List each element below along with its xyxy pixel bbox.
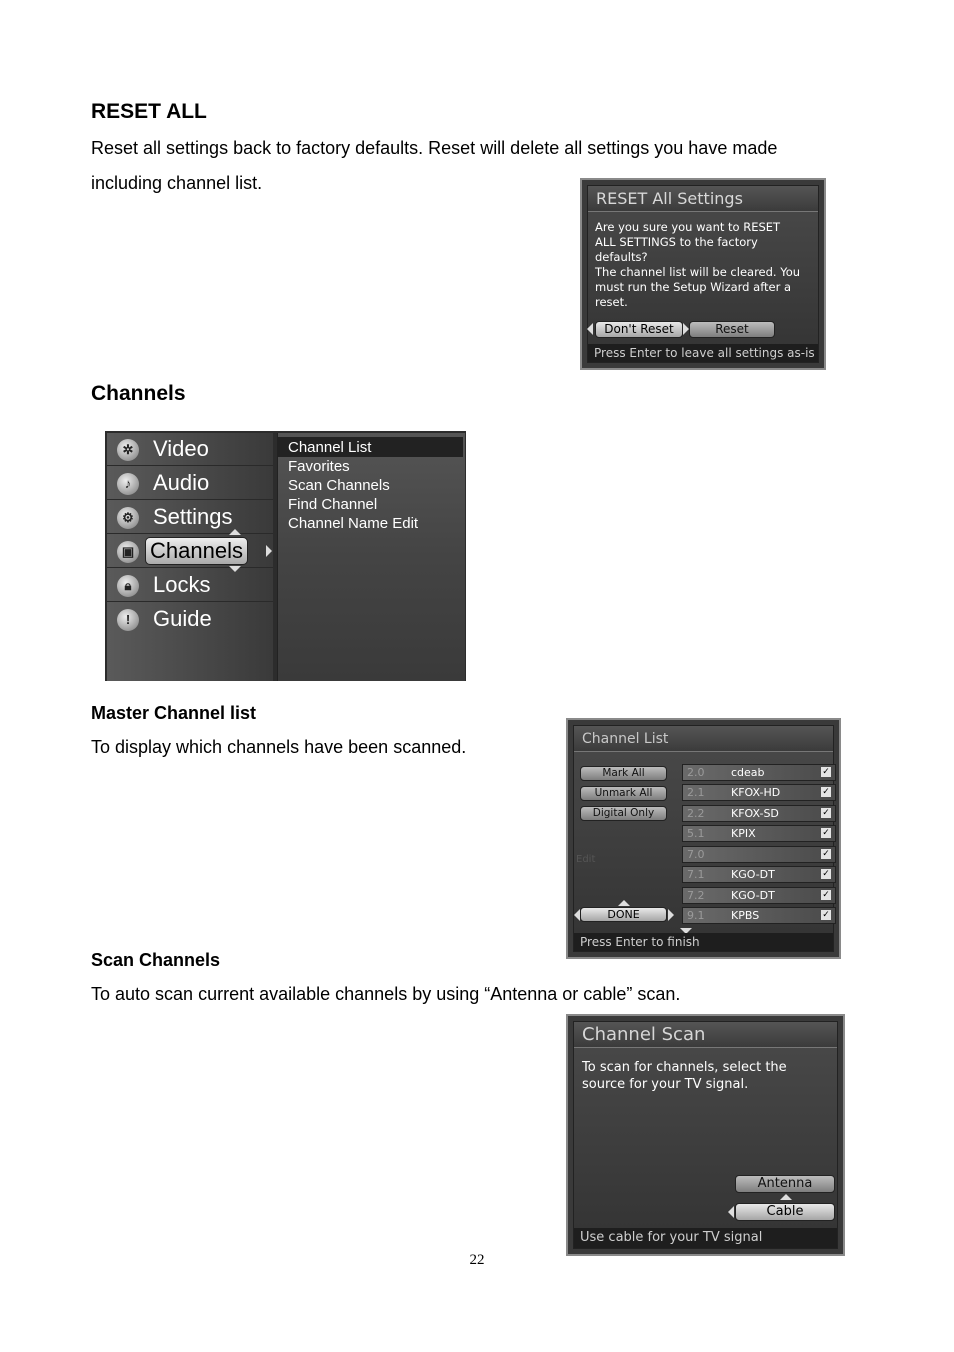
menu-item-settings[interactable]	[107, 501, 273, 534]
channel-number: 7.0	[687, 848, 705, 861]
up-arrow-icon	[229, 529, 241, 535]
checkbox-icon[interactable]: ✓	[822, 890, 830, 900]
done-button[interactable]: DONE	[580, 907, 667, 922]
channel-number: 7.2	[687, 889, 705, 902]
channel-number: 2.0	[687, 766, 705, 779]
channel-scan-title: Channel Scan	[574, 1022, 837, 1048]
scan-channels-body: To auto scan current available channels by using “Antenna or cable” scan.	[91, 984, 681, 1004]
reset-body-line2: including channel list.	[91, 173, 263, 193]
menu-item-video[interactable]	[107, 433, 273, 466]
channel-row[interactable]	[682, 846, 836, 863]
channel-name: KGO-DT	[731, 868, 775, 881]
channel-scan-dialog	[566, 1014, 845, 1256]
menu-item-label: Guide	[153, 606, 212, 631]
menu-item-audio[interactable]	[107, 467, 273, 500]
message-line: Are you sure you want to RESET	[595, 220, 781, 234]
message-line: reset.	[595, 295, 628, 309]
submenu-item-find-channel[interactable]: Find Channel	[288, 496, 378, 513]
channel-list-footer: Press Enter to finish	[574, 933, 833, 951]
menu-item-label: Settings	[153, 504, 233, 529]
submenu-item-channel-list[interactable]: Channel List	[288, 439, 372, 456]
scan-channels-heading: Scan Channels	[91, 950, 221, 970]
channel-row[interactable]	[682, 825, 836, 842]
settings-icon: ⚙	[117, 507, 139, 529]
channel-row[interactable]	[682, 805, 836, 822]
channel-number: 2.2	[687, 807, 705, 820]
message-line: defaults?	[595, 250, 648, 264]
dont-reset-button[interactable]: Don't Reset	[595, 321, 683, 338]
checkbox-icon[interactable]: ✓	[822, 787, 830, 797]
channel-list-dialog	[566, 718, 841, 959]
reset-settings-dialog	[580, 178, 826, 370]
channel-list-title: Channel List	[574, 726, 833, 752]
reset-button[interactable]: Reset	[689, 321, 775, 338]
info-icon: !	[117, 609, 139, 631]
checkbox-icon[interactable]: ✓	[822, 869, 830, 879]
up-arrow-icon	[618, 900, 630, 906]
channel-row[interactable]	[682, 764, 836, 781]
message-line: ALL SETTINGS to the factory	[595, 235, 758, 249]
checkbox-icon[interactable]: ✓	[822, 828, 830, 838]
channel-name: KPBS	[731, 909, 760, 922]
master-channel-list-body: To display which channels have been scanned.	[91, 737, 467, 757]
master-channel-list-heading: Master Channel list	[91, 703, 257, 723]
left-arrow-icon	[728, 1206, 734, 1218]
channel-name: KGO-DT	[731, 889, 775, 902]
channel-row[interactable]	[682, 784, 836, 801]
message-line: must run the Setup Wizard after a	[595, 280, 792, 294]
checkbox-icon[interactable]: ✓	[822, 767, 830, 777]
checkbox-icon[interactable]: ✓	[822, 808, 830, 818]
channel-name: cdeab	[731, 766, 765, 779]
tv-icon: ▣	[117, 541, 139, 563]
channel-number: 5.1	[687, 827, 705, 840]
channels-heading: Channels	[91, 382, 186, 405]
channel-row[interactable]	[682, 887, 836, 904]
up-arrow-icon	[780, 1194, 792, 1200]
antenna-button[interactable]: Antenna	[735, 1175, 835, 1193]
channels-submenu	[277, 433, 465, 681]
menu-item-label: Locks	[153, 572, 211, 597]
channel-number: 7.1	[687, 868, 705, 881]
menu-item-channels[interactable]	[107, 535, 273, 568]
right-arrow-icon	[668, 909, 674, 921]
cable-button[interactable]: Cable	[735, 1203, 835, 1221]
mark-all-button[interactable]: Mark All	[580, 766, 667, 781]
edit-ghost-label: Edit	[576, 854, 596, 865]
channel-name: KFOX-SD	[731, 807, 779, 820]
reset-all-heading: RESET ALL	[91, 100, 207, 123]
submenu-item-favorites[interactable]: Favorites	[288, 458, 350, 475]
lock-icon: 🔒︎	[117, 575, 139, 597]
channel-scan-message	[582, 1059, 787, 1093]
reset-dialog-footer: Press Enter to leave all settings as-is	[588, 344, 818, 362]
unmark-all-button[interactable]: Unmark All	[580, 786, 667, 801]
main-menu	[105, 431, 466, 681]
right-arrow-icon	[266, 545, 272, 557]
submenu-item-channel-name-edit[interactable]: Channel Name Edit	[288, 515, 419, 532]
page-number: 22	[469, 1252, 485, 1268]
submenu-item-scan-channels[interactable]: Scan Channels	[288, 477, 390, 494]
menu-item-guide[interactable]	[107, 603, 273, 636]
checkbox-icon[interactable]: ✓	[822, 849, 830, 859]
checkbox-icon[interactable]: ✓	[822, 910, 830, 920]
channel-row[interactable]	[682, 866, 836, 883]
menu-item-label: Video	[153, 436, 209, 461]
menu-item-label: Audio	[153, 470, 210, 495]
menu-item-locks[interactable]	[107, 569, 273, 602]
reset-body-line1: Reset all settings back to factory defaults. Reset will delete all settings you have made	[91, 138, 778, 158]
digital-only-button[interactable]: Digital Only	[580, 806, 667, 821]
left-arrow-icon	[587, 323, 593, 335]
channel-name: KFOX-HD	[731, 786, 781, 799]
channel-scan-footer: Use cable for your TV signal	[574, 1228, 837, 1248]
menu-categories	[107, 433, 273, 681]
reset-dialog-title: RESET All Settings	[588, 186, 818, 212]
channel-row[interactable]	[682, 907, 836, 924]
message-line: source for your TV signal.	[582, 1077, 749, 1092]
gear-icon: ✲	[117, 439, 139, 461]
reset-dialog-message	[595, 220, 800, 310]
menu-item-label: Channels	[145, 537, 248, 565]
speaker-icon: ♪	[117, 473, 139, 495]
channel-number: 9.1	[687, 909, 705, 922]
message-line: To scan for channels, select the	[582, 1060, 787, 1075]
message-line: The channel list will be cleared. You	[595, 265, 801, 279]
channel-name: KPIX	[731, 827, 756, 840]
channel-number: 2.1	[687, 786, 705, 799]
